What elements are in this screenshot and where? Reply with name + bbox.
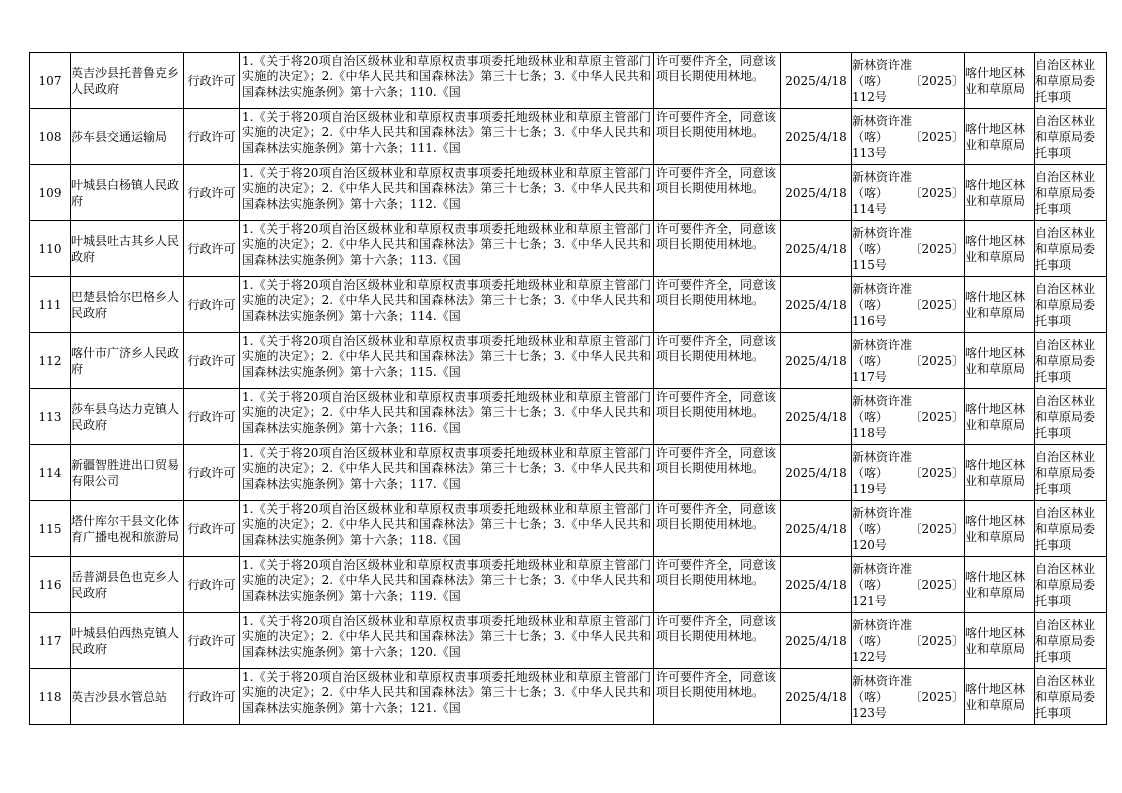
decision-result: 许可要件齐全，同意该项目长期使用林地。 — [656, 277, 777, 307]
remark: 自治区林业和草原局委托事项 — [1035, 669, 1107, 725]
document-number-year: 〔2025〕 — [909, 297, 964, 312]
decision-date: 2025/4/18 — [781, 165, 852, 221]
applicant-unit: 英吉沙县托普鲁克乡人民政府 — [71, 53, 184, 109]
document-number-year: 〔2025〕 — [909, 577, 964, 592]
decision-result-cell — [654, 389, 781, 445]
row-number: 114 — [30, 445, 71, 501]
document-number-serial: 113号 — [852, 145, 887, 160]
document-number-year: 〔2025〕 — [909, 185, 964, 200]
document-number-region: （喀） — [852, 633, 889, 648]
document-number-region: （喀） — [852, 577, 889, 592]
document-number — [852, 557, 965, 613]
document-number-prefix: 新林资许准 — [852, 449, 913, 464]
remark: 自治区林业和草原局委托事项 — [1035, 389, 1107, 445]
legal-basis: 1.《关于将20项自治区级林业和草原权责事项委托地级林业和草原主管部门实施的决定》；2.《中华人民共和国森林法》第三十七条；3.《中华人民共和国森林法实施条例》第十六条；121.《国 — [242, 669, 651, 715]
row-number: 107 — [30, 53, 71, 109]
legal-basis-cell — [240, 165, 654, 221]
decision-result-cell — [654, 53, 781, 109]
document-number-mid — [852, 465, 964, 481]
legal-basis-cell — [240, 221, 654, 277]
document-number-prefix: 新林资许准 — [852, 281, 913, 296]
table-row — [30, 669, 1107, 725]
remark: 自治区林业和草原局委托事项 — [1035, 165, 1107, 221]
legal-basis-cell — [240, 277, 654, 333]
remark: 自治区林业和草原局委托事项 — [1035, 221, 1107, 277]
legal-basis: 1.《关于将20项自治区级林业和草原权责事项委托地级林业和草原主管部门实施的决定》；2.《中华人民共和国森林法》第三十七条；3.《中华人民共和国森林法实施条例》第十六条；117.《国 — [242, 445, 651, 491]
legal-basis: 1.《关于将20项自治区级林业和草原权责事项委托地级林业和草原主管部门实施的决定》；2.《中华人民共和国森林法》第三十七条；3.《中华人民共和国森林法实施条例》第十六条；111.《国 — [242, 109, 651, 155]
issuing-authority: 喀什地区林业和草原局 — [965, 389, 1035, 445]
document-number-prefix: 新林资许准 — [852, 505, 913, 520]
row-number: 111 — [30, 277, 71, 333]
document-number — [852, 109, 965, 165]
document-number — [852, 53, 965, 109]
document-number-prefix: 新林资许准 — [852, 57, 913, 72]
document-number-serial: 123号 — [852, 705, 887, 720]
decision-result: 许可要件齐全，同意该项目长期使用林地。 — [656, 445, 777, 475]
document-number-serial: 120号 — [852, 537, 887, 552]
table-row — [30, 221, 1107, 277]
action-type: 行政许可 — [184, 109, 240, 165]
action-type: 行政许可 — [184, 557, 240, 613]
remark: 自治区林业和草原局委托事项 — [1035, 501, 1107, 557]
legal-basis-cell — [240, 445, 654, 501]
decision-result: 许可要件齐全，同意该项目长期使用林地。 — [656, 165, 777, 195]
row-number: 112 — [30, 333, 71, 389]
decision-result: 许可要件齐全，同意该项目长期使用林地。 — [656, 613, 777, 643]
row-number: 110 — [30, 221, 71, 277]
document-number-region: （喀） — [852, 185, 889, 200]
legal-basis: 1.《关于将20项自治区级林业和草原权责事项委托地级林业和草原主管部门实施的决定》；2.《中华人民共和国森林法》第三十七条；3.《中华人民共和国森林法实施条例》第十六条；120.《国 — [242, 613, 651, 659]
issuing-authority: 喀什地区林业和草原局 — [965, 53, 1035, 109]
remark: 自治区林业和草原局委托事项 — [1035, 53, 1107, 109]
document-number-mid — [852, 689, 964, 705]
document-number-prefix: 新林资许准 — [852, 337, 913, 352]
document-number — [852, 445, 965, 501]
issuing-authority: 喀什地区林业和草原局 — [965, 165, 1035, 221]
decision-result-cell — [654, 557, 781, 613]
action-type: 行政许可 — [184, 333, 240, 389]
document-number-prefix: 新林资许准 — [852, 225, 913, 240]
legal-basis: 1.《关于将20项自治区级林业和草原权责事项委托地级林业和草原主管部门实施的决定》；2.《中华人民共和国森林法》第三十七条；3.《中华人民共和国森林法实施条例》第十六条；115.《国 — [242, 333, 651, 379]
document-number-year: 〔2025〕 — [909, 521, 964, 536]
issuing-authority: 喀什地区林业和草原局 — [965, 333, 1035, 389]
document-number-mid — [852, 241, 964, 257]
document-number-serial: 119号 — [852, 481, 887, 496]
remark: 自治区林业和草原局委托事项 — [1035, 277, 1107, 333]
action-type: 行政许可 — [184, 165, 240, 221]
issuing-authority: 喀什地区林业和草原局 — [965, 613, 1035, 669]
decision-result-cell — [654, 669, 781, 725]
applicant-unit: 新疆智胜进出口贸易有限公司 — [71, 445, 184, 501]
action-type: 行政许可 — [184, 221, 240, 277]
document-number-region: （喀） — [852, 689, 889, 704]
decision-date: 2025/4/18 — [781, 221, 852, 277]
legal-basis-cell — [240, 557, 654, 613]
legal-basis-cell — [240, 389, 654, 445]
decision-result: 许可要件齐全，同意该项目长期使用林地。 — [656, 557, 777, 587]
issuing-authority: 喀什地区林业和草原局 — [965, 501, 1035, 557]
document-number-mid — [852, 73, 964, 89]
decision-date: 2025/4/18 — [781, 445, 852, 501]
document-number-region: （喀） — [852, 241, 889, 256]
applicant-unit: 塔什库尔干县文化体育广播电视和旅游局 — [71, 501, 184, 557]
action-type: 行政许可 — [184, 613, 240, 669]
document-number — [852, 333, 965, 389]
decision-result-cell — [654, 613, 781, 669]
document-number — [852, 389, 965, 445]
decision-result: 许可要件齐全，同意该项目长期使用林地。 — [656, 333, 777, 363]
action-type: 行政许可 — [184, 53, 240, 109]
applicant-unit: 岳普湖县色也克乡人民政府 — [71, 557, 184, 613]
table-row — [30, 613, 1107, 669]
applicant-unit: 英吉沙县水管总站 — [71, 669, 184, 725]
applicant-unit: 莎车县交通运输局 — [71, 109, 184, 165]
document-number-year: 〔2025〕 — [909, 409, 964, 424]
document-number — [852, 613, 965, 669]
table-row — [30, 333, 1107, 389]
table-row — [30, 557, 1107, 613]
document-number-serial: 115号 — [852, 257, 887, 272]
document-number-mid — [852, 633, 964, 649]
document-number-prefix: 新林资许准 — [852, 617, 913, 632]
document-number-serial: 112号 — [852, 89, 887, 104]
decision-date: 2025/4/18 — [781, 613, 852, 669]
applicant-unit: 叶城县白杨镇人民政府 — [71, 165, 184, 221]
document-number-prefix: 新林资许准 — [852, 113, 913, 128]
document-number — [852, 221, 965, 277]
decision-date: 2025/4/18 — [781, 669, 852, 725]
decision-result: 许可要件齐全，同意该项目长期使用林地。 — [656, 53, 777, 83]
document-number-mid — [852, 297, 964, 313]
table-row — [30, 501, 1107, 557]
document-number-year: 〔2025〕 — [909, 689, 964, 704]
document-number-serial: 121号 — [852, 593, 887, 608]
table-row — [30, 445, 1107, 501]
legal-basis: 1.《关于将20项自治区级林业和草原权责事项委托地级林业和草原主管部门实施的决定》；2.《中华人民共和国森林法》第三十七条；3.《中华人民共和国森林法实施条例》第十六条；112.《国 — [242, 165, 651, 211]
legal-basis: 1.《关于将20项自治区级林业和草原权责事项委托地级林业和草原主管部门实施的决定》；2.《中华人民共和国森林法》第三十七条；3.《中华人民共和国森林法实施条例》第十六条；116.《国 — [242, 389, 651, 435]
table-row — [30, 389, 1107, 445]
legal-basis-cell — [240, 613, 654, 669]
action-type: 行政许可 — [184, 389, 240, 445]
document-number-region: （喀） — [852, 521, 889, 536]
legal-basis-cell — [240, 109, 654, 165]
decision-result-cell — [654, 277, 781, 333]
document-number-region: （喀） — [852, 353, 889, 368]
issuing-authority: 喀什地区林业和草原局 — [965, 221, 1035, 277]
document-number — [852, 165, 965, 221]
decision-result-cell — [654, 445, 781, 501]
row-number: 108 — [30, 109, 71, 165]
document-number-year: 〔2025〕 — [909, 633, 964, 648]
decision-result: 许可要件齐全，同意该项目长期使用林地。 — [656, 389, 777, 419]
document-number — [852, 501, 965, 557]
document-number-region: （喀） — [852, 73, 889, 88]
action-type: 行政许可 — [184, 669, 240, 725]
legal-basis: 1.《关于将20项自治区级林业和草原权责事项委托地级林业和草原主管部门实施的决定》；2.《中华人民共和国森林法》第三十七条；3.《中华人民共和国森林法实施条例》第十六条；119.《国 — [242, 557, 651, 603]
document-number-prefix: 新林资许准 — [852, 673, 913, 688]
document-number-region: （喀） — [852, 297, 889, 312]
decision-date: 2025/4/18 — [781, 277, 852, 333]
document-number-region: （喀） — [852, 465, 889, 480]
issuing-authority: 喀什地区林业和草原局 — [965, 557, 1035, 613]
legal-basis: 1.《关于将20项自治区级林业和草原权责事项委托地级林业和草原主管部门实施的决定》；2.《中华人民共和国森林法》第三十七条；3.《中华人民共和国森林法实施条例》第十六条；114.《国 — [242, 277, 651, 323]
decision-result-cell — [654, 165, 781, 221]
legal-basis: 1.《关于将20项自治区级林业和草原权责事项委托地级林业和草原主管部门实施的决定》；2.《中华人民共和国森林法》第三十七条；3.《中华人民共和国森林法实施条例》第十六条；113.《国 — [242, 221, 651, 267]
document-number-year: 〔2025〕 — [909, 353, 964, 368]
document-number-serial: 118号 — [852, 425, 887, 440]
document-number-serial: 116号 — [852, 313, 887, 328]
row-number: 117 — [30, 613, 71, 669]
remark: 自治区林业和草原局委托事项 — [1035, 613, 1107, 669]
issuing-authority: 喀什地区林业和草原局 — [965, 669, 1035, 725]
document-number-mid — [852, 521, 964, 537]
document-number-serial: 122号 — [852, 649, 887, 664]
legal-basis-cell — [240, 333, 654, 389]
document-number-mid — [852, 353, 964, 369]
decision-result: 许可要件齐全，同意该项目长期使用林地。 — [656, 669, 777, 699]
legal-basis-cell — [240, 501, 654, 557]
document-number-mid — [852, 129, 964, 145]
decision-result-cell — [654, 109, 781, 165]
applicant-unit: 叶城县吐古其乡人民政府 — [71, 221, 184, 277]
remark: 自治区林业和草原局委托事项 — [1035, 445, 1107, 501]
row-number: 118 — [30, 669, 71, 725]
action-type: 行政许可 — [184, 501, 240, 557]
document-number-mid — [852, 185, 964, 201]
decision-result: 许可要件齐全，同意该项目长期使用林地。 — [656, 109, 777, 139]
document-number-mid — [852, 577, 964, 593]
applicant-unit: 叶城县伯西热克镇人民政府 — [71, 613, 184, 669]
applicant-unit: 喀什市广济乡人民政府 — [71, 333, 184, 389]
document-number-prefix: 新林资许准 — [852, 169, 913, 184]
action-type: 行政许可 — [184, 445, 240, 501]
applicant-unit: 莎车县乌达力克镇人民政府 — [71, 389, 184, 445]
decision-date: 2025/4/18 — [781, 557, 852, 613]
document-number-region: （喀） — [852, 409, 889, 424]
issuing-authority: 喀什地区林业和草原局 — [965, 109, 1035, 165]
row-number: 109 — [30, 165, 71, 221]
document-number-mid — [852, 409, 964, 425]
decision-result-cell — [654, 333, 781, 389]
permit-table — [29, 52, 1107, 725]
document-number-serial: 114号 — [852, 201, 887, 216]
decision-date: 2025/4/18 — [781, 109, 852, 165]
legal-basis-cell — [240, 53, 654, 109]
decision-result: 许可要件齐全，同意该项目长期使用林地。 — [656, 501, 777, 531]
document-number-serial: 117号 — [852, 369, 887, 384]
issuing-authority: 喀什地区林业和草原局 — [965, 445, 1035, 501]
document-number-prefix: 新林资许准 — [852, 393, 913, 408]
table-row — [30, 277, 1107, 333]
document-number-year: 〔2025〕 — [909, 241, 964, 256]
table-body — [30, 53, 1107, 725]
applicant-unit: 巴楚县恰尔巴格乡人民政府 — [71, 277, 184, 333]
table-row — [30, 109, 1107, 165]
table-row — [30, 53, 1107, 109]
decision-result-cell — [654, 501, 781, 557]
action-type: 行政许可 — [184, 277, 240, 333]
legal-basis: 1.《关于将20项自治区级林业和草原权责事项委托地级林业和草原主管部门实施的决定》；2.《中华人民共和国森林法》第三十七条；3.《中华人民共和国森林法实施条例》第十六条；110.《国 — [242, 53, 651, 99]
table-row — [30, 165, 1107, 221]
remark: 自治区林业和草原局委托事项 — [1035, 557, 1107, 613]
row-number: 113 — [30, 389, 71, 445]
issuing-authority: 喀什地区林业和草原局 — [965, 277, 1035, 333]
document-number-region: （喀） — [852, 129, 889, 144]
document-number-year: 〔2025〕 — [909, 129, 964, 144]
decision-date: 2025/4/18 — [781, 53, 852, 109]
decision-date: 2025/4/18 — [781, 389, 852, 445]
legal-basis-cell — [240, 669, 654, 725]
document-number-year: 〔2025〕 — [909, 465, 964, 480]
decision-date: 2025/4/18 — [781, 501, 852, 557]
row-number: 115 — [30, 501, 71, 557]
document-number — [852, 277, 965, 333]
decision-result-cell — [654, 221, 781, 277]
legal-basis: 1.《关于将20项自治区级林业和草原权责事项委托地级林业和草原主管部门实施的决定》；2.《中华人民共和国森林法》第三十七条；3.《中华人民共和国森林法实施条例》第十六条；118.《国 — [242, 501, 651, 547]
decision-date: 2025/4/18 — [781, 333, 852, 389]
remark: 自治区林业和草原局委托事项 — [1035, 333, 1107, 389]
row-number: 116 — [30, 557, 71, 613]
remark: 自治区林业和草原局委托事项 — [1035, 109, 1107, 165]
decision-result: 许可要件齐全，同意该项目长期使用林地。 — [656, 221, 777, 251]
document-number-year: 〔2025〕 — [909, 73, 964, 88]
document-number — [852, 669, 965, 725]
document-number-prefix: 新林资许准 — [852, 561, 913, 576]
